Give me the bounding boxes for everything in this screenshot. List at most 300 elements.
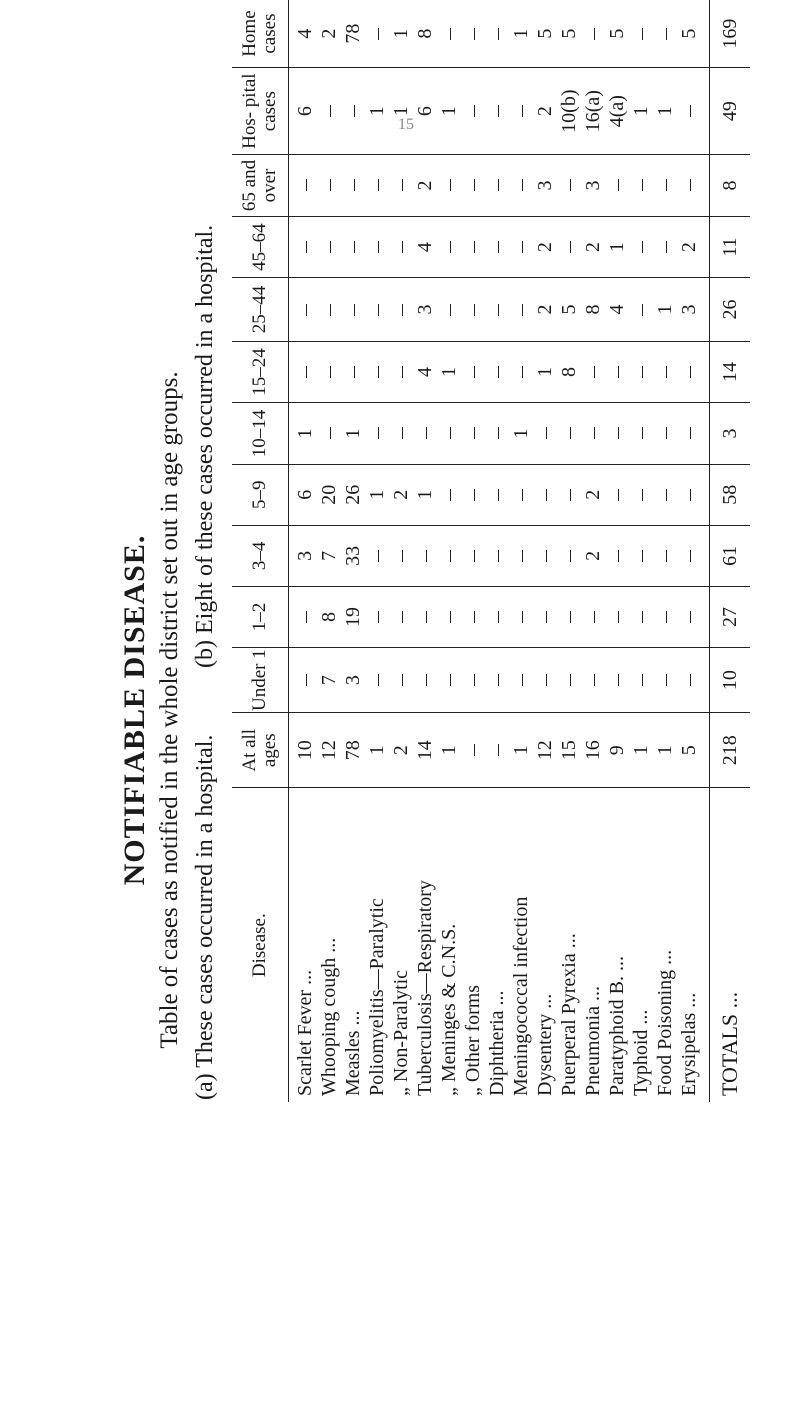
- case-count: 1: [653, 68, 677, 155]
- case-count: [605, 464, 629, 525]
- dash-mark: [354, 241, 356, 253]
- case-count: 78: [341, 0, 365, 68]
- disease-name: Food Poisoning ...: [654, 949, 676, 1096]
- dash-mark: [474, 674, 476, 686]
- dash-mark: [522, 241, 524, 253]
- dash-mark: [498, 304, 500, 316]
- case-count: 7: [317, 648, 341, 713]
- case-count: 1: [289, 403, 318, 464]
- case-count: [461, 216, 485, 277]
- case-count: 6: [413, 68, 437, 155]
- case-count: [437, 586, 461, 647]
- case-count: 12: [317, 713, 341, 788]
- case-count: [509, 155, 533, 217]
- case-count: [289, 586, 318, 647]
- dash-mark: [498, 489, 500, 501]
- case-count: [365, 216, 389, 277]
- dash-mark: [690, 674, 692, 686]
- disease-name: Erysipelas ...: [678, 992, 700, 1096]
- dash-mark: [498, 674, 500, 686]
- case-count: 2: [533, 278, 557, 341]
- case-count: [581, 586, 605, 647]
- case-count: [509, 341, 533, 402]
- dash-mark: [570, 180, 572, 192]
- dash-mark: [474, 28, 476, 40]
- table-row: [437, 0, 461, 1102]
- dash-mark: [474, 427, 476, 439]
- dash-mark: [306, 304, 308, 316]
- dash-mark: [522, 611, 524, 623]
- dash-mark: [402, 611, 404, 623]
- case-count: [365, 586, 389, 647]
- dash-mark: [618, 427, 620, 439]
- total-count: 11: [710, 216, 751, 277]
- case-count: [341, 278, 365, 341]
- dash-mark: [522, 105, 524, 117]
- case-count: 16(a): [581, 68, 605, 155]
- case-count: 2: [389, 464, 413, 525]
- dash-mark: [666, 611, 668, 623]
- case-count: 5: [605, 0, 629, 68]
- case-count: [485, 586, 509, 647]
- case-count: 26: [341, 464, 365, 525]
- dash-mark: [498, 105, 500, 117]
- dash-mark: [354, 366, 356, 378]
- case-count: [365, 341, 389, 402]
- case-count: [485, 648, 509, 713]
- case-count: [317, 341, 341, 402]
- case-count: 2: [413, 155, 437, 217]
- case-count: 12: [533, 713, 557, 788]
- case-count: [461, 278, 485, 341]
- case-count: [317, 278, 341, 341]
- table-row: [341, 0, 365, 1102]
- case-count: [677, 586, 710, 647]
- dash-mark: [522, 550, 524, 562]
- dash-mark: [642, 674, 644, 686]
- case-count: 3: [677, 278, 710, 341]
- case-count: [389, 278, 413, 341]
- dash-mark: [570, 611, 572, 623]
- dash-mark: [450, 550, 452, 562]
- totals-label: TOTALS ...: [710, 788, 751, 1102]
- case-count: 5: [557, 0, 581, 68]
- case-count: [605, 648, 629, 713]
- case-count: 1: [629, 68, 653, 155]
- case-count: [341, 68, 365, 155]
- case-count: 2: [533, 216, 557, 277]
- dash-mark: [618, 674, 620, 686]
- case-count: [289, 648, 318, 713]
- case-count: 3: [581, 155, 605, 217]
- disease-name: Meningococcal infection: [510, 896, 532, 1096]
- dash-mark: [546, 427, 548, 439]
- case-count: [653, 341, 677, 402]
- case-count: 1: [341, 403, 365, 464]
- dash-mark: [402, 180, 404, 192]
- dash-mark: [306, 241, 308, 253]
- case-count: [389, 525, 413, 586]
- column-header: At all ages: [232, 713, 289, 788]
- case-count: [629, 155, 653, 217]
- case-count: [389, 155, 413, 217]
- case-count: [533, 648, 557, 713]
- case-count: [629, 586, 653, 647]
- case-count: [653, 648, 677, 713]
- case-count: [485, 341, 509, 402]
- dash-mark: [378, 550, 380, 562]
- case-count: [509, 648, 533, 713]
- case-count: [677, 68, 710, 155]
- case-count: [461, 525, 485, 586]
- case-count: [437, 403, 461, 464]
- case-count: 1: [365, 68, 389, 155]
- dash-mark: [378, 28, 380, 40]
- dash-mark: [402, 674, 404, 686]
- column-header: 15–24: [232, 341, 289, 402]
- case-count: 1: [653, 278, 677, 341]
- case-count: [289, 216, 318, 277]
- case-count: [389, 648, 413, 713]
- disease-name: Dysentery ...: [534, 993, 556, 1096]
- case-count: 15: [557, 713, 581, 788]
- dash-mark: [522, 366, 524, 378]
- dash-mark: [306, 366, 308, 378]
- dash-mark: [402, 550, 404, 562]
- dash-mark: [594, 427, 596, 439]
- footnote-b: (b) Eight of these cases occurred in a hospital.: [192, 224, 218, 668]
- dash-mark: [666, 241, 668, 253]
- dash-mark: [378, 180, 380, 192]
- case-count: 1: [365, 464, 389, 525]
- table-caption: Table of cases as notified in the whole district set out in age groups.: [156, 371, 183, 1049]
- case-count: 6: [289, 464, 318, 525]
- dash-mark: [426, 550, 428, 562]
- dash-mark: [690, 611, 692, 623]
- case-count: [653, 586, 677, 647]
- dash-mark: [546, 550, 548, 562]
- case-count: [437, 155, 461, 217]
- dash-mark: [594, 674, 596, 686]
- case-count: 5: [677, 0, 710, 68]
- case-count: [437, 464, 461, 525]
- dash-mark: [354, 304, 356, 316]
- dash-mark: [498, 611, 500, 623]
- case-count: [509, 216, 533, 277]
- case-count: [413, 586, 437, 647]
- case-count: [485, 68, 509, 155]
- dash-mark: [330, 105, 332, 117]
- case-count: 5: [533, 0, 557, 68]
- dash-mark: [522, 180, 524, 192]
- case-count: 4: [413, 216, 437, 277]
- case-count: 8: [317, 586, 341, 647]
- dash-mark: [594, 611, 596, 623]
- case-count: [653, 403, 677, 464]
- dash-mark: [306, 611, 308, 623]
- case-count: [629, 464, 653, 525]
- disease-name: Diphtheria ...: [486, 990, 508, 1096]
- dash-mark: [474, 489, 476, 501]
- dash-mark: [522, 674, 524, 686]
- case-count: 1: [389, 0, 413, 68]
- case-count: 1: [629, 713, 653, 788]
- case-count: [461, 68, 485, 155]
- case-count: 2: [317, 0, 341, 68]
- case-count: [557, 464, 581, 525]
- dash-mark: [522, 489, 524, 501]
- case-count: 4(a): [605, 68, 629, 155]
- dash-mark: [666, 28, 668, 40]
- case-count: [629, 216, 653, 277]
- disease-name: „ Non-Paralytic: [390, 969, 412, 1096]
- case-count: [365, 525, 389, 586]
- table-row: [365, 0, 389, 1102]
- case-count: 7: [317, 525, 341, 586]
- dash-mark: [498, 744, 500, 756]
- case-count: [605, 403, 629, 464]
- dash-mark: [378, 241, 380, 253]
- case-count: [605, 341, 629, 402]
- dash-mark: [378, 674, 380, 686]
- case-count: [317, 155, 341, 217]
- dash-mark: [450, 674, 452, 686]
- dash-mark: [330, 304, 332, 316]
- case-count: [485, 0, 509, 68]
- case-count: [461, 464, 485, 525]
- dash-mark: [330, 427, 332, 439]
- total-count: 218: [710, 713, 751, 788]
- dash-mark: [594, 28, 596, 40]
- disease-name: Scarlet Fever ...: [294, 969, 316, 1096]
- case-count: 1: [413, 464, 437, 525]
- column-header: 3–4: [232, 525, 289, 586]
- total-count: 58: [710, 464, 751, 525]
- case-count: [605, 525, 629, 586]
- dash-mark: [690, 366, 692, 378]
- case-count: 2: [533, 68, 557, 155]
- dash-mark: [474, 744, 476, 756]
- case-count: 2: [581, 464, 605, 525]
- dash-mark: [498, 366, 500, 378]
- dash-mark: [666, 550, 668, 562]
- dash-mark: [474, 611, 476, 623]
- dash-mark: [498, 550, 500, 562]
- column-header: Under 1: [232, 648, 289, 713]
- table-row: [533, 0, 557, 1102]
- dash-mark: [666, 427, 668, 439]
- dash-mark: [642, 489, 644, 501]
- case-count: 5: [677, 713, 710, 788]
- page-heading: NOTIFIABLE DISEASE.: [118, 534, 151, 886]
- case-count: [677, 648, 710, 713]
- dash-mark: [450, 304, 452, 316]
- dash-mark: [618, 611, 620, 623]
- case-count: 3: [341, 648, 365, 713]
- case-count: [485, 155, 509, 217]
- page-number: 15: [398, 116, 414, 133]
- disease-name: Paratyphoid B. ...: [606, 956, 628, 1096]
- dash-mark: [402, 241, 404, 253]
- case-count: [485, 464, 509, 525]
- case-count: 20: [317, 464, 341, 525]
- dash-mark: [402, 304, 404, 316]
- table-row: [605, 0, 629, 1102]
- table-row: [317, 0, 341, 1102]
- dash-mark: [450, 427, 452, 439]
- case-count: [461, 713, 485, 788]
- case-count: 1: [437, 713, 461, 788]
- dash-mark: [546, 489, 548, 501]
- total-count: 26: [710, 278, 751, 341]
- dash-mark: [618, 180, 620, 192]
- case-count: 1: [533, 341, 557, 402]
- case-count: 78: [341, 713, 365, 788]
- column-header: 1–2: [232, 586, 289, 647]
- dash-mark: [666, 366, 668, 378]
- total-count: 169: [710, 0, 751, 68]
- case-count: [437, 278, 461, 341]
- dash-mark: [378, 611, 380, 623]
- dash-mark: [546, 611, 548, 623]
- column-header: 5–9: [232, 464, 289, 525]
- dash-mark: [594, 366, 596, 378]
- dash-mark: [306, 674, 308, 686]
- case-count: [653, 464, 677, 525]
- disease-name: Poliomyelitis—Paralytic: [366, 898, 388, 1096]
- case-count: [557, 403, 581, 464]
- case-count: [413, 525, 437, 586]
- case-count: [629, 403, 653, 464]
- case-count: [653, 0, 677, 68]
- case-count: [365, 648, 389, 713]
- dash-mark: [666, 180, 668, 192]
- dash-mark: [618, 489, 620, 501]
- dash-mark: [498, 28, 500, 40]
- case-count: [677, 341, 710, 402]
- dash-mark: [642, 180, 644, 192]
- case-count: [461, 0, 485, 68]
- case-count: [533, 464, 557, 525]
- dash-mark: [402, 427, 404, 439]
- dash-mark: [570, 550, 572, 562]
- case-count: [317, 403, 341, 464]
- disease-name: Puerperal Pyrexia ...: [558, 933, 580, 1096]
- case-count: [557, 648, 581, 713]
- disease-name: Pneumonia ...: [582, 986, 604, 1096]
- case-count: [509, 525, 533, 586]
- table-row: [485, 0, 509, 1102]
- disease-table: [232, 0, 750, 1102]
- dash-mark: [378, 304, 380, 316]
- dash-mark: [474, 105, 476, 117]
- case-count: [485, 403, 509, 464]
- dash-mark: [306, 180, 308, 192]
- case-count: 1: [437, 341, 461, 402]
- case-count: [389, 216, 413, 277]
- case-count: [413, 648, 437, 713]
- case-count: 1: [509, 403, 533, 464]
- dash-mark: [690, 550, 692, 562]
- case-count: [437, 0, 461, 68]
- case-count: [437, 648, 461, 713]
- case-count: 1: [653, 713, 677, 788]
- case-count: [389, 341, 413, 402]
- case-count: [437, 216, 461, 277]
- case-count: [485, 278, 509, 341]
- table-row: [509, 0, 533, 1102]
- case-count: [461, 341, 485, 402]
- dash-mark: [330, 180, 332, 192]
- case-count: 2: [581, 216, 605, 277]
- case-count: [557, 525, 581, 586]
- dash-mark: [402, 366, 404, 378]
- dash-mark: [666, 674, 668, 686]
- dash-mark: [690, 489, 692, 501]
- case-count: [629, 525, 653, 586]
- case-count: [341, 155, 365, 217]
- dash-mark: [354, 105, 356, 117]
- case-count: 1: [437, 68, 461, 155]
- dash-mark: [450, 180, 452, 192]
- case-count: [317, 216, 341, 277]
- dash-mark: [426, 674, 428, 686]
- dash-mark: [546, 674, 548, 686]
- case-count: [289, 278, 318, 341]
- total-count: 10: [710, 648, 751, 713]
- column-header: 25–44: [232, 278, 289, 341]
- case-count: [289, 341, 318, 402]
- case-count: [629, 278, 653, 341]
- dash-mark: [450, 489, 452, 501]
- footnote-a: (a) These cases occurred in a hospital.: [192, 734, 218, 1100]
- case-count: [653, 525, 677, 586]
- case-count: [317, 68, 341, 155]
- case-count: [677, 155, 710, 217]
- case-count: [389, 586, 413, 647]
- dash-mark: [474, 180, 476, 192]
- table-row: [581, 0, 605, 1102]
- dash-mark: [642, 304, 644, 316]
- dash-mark: [330, 241, 332, 253]
- table-header-row: [232, 0, 289, 1102]
- dash-mark: [690, 180, 692, 192]
- case-count: 2: [389, 713, 413, 788]
- table-row: [629, 0, 653, 1102]
- dash-mark: [426, 611, 428, 623]
- case-count: 2: [677, 216, 710, 277]
- case-count: [629, 341, 653, 402]
- case-count: [629, 0, 653, 68]
- dash-mark: [450, 28, 452, 40]
- case-count: 1: [605, 216, 629, 277]
- case-count: [581, 341, 605, 402]
- case-count: [365, 278, 389, 341]
- case-count: [365, 403, 389, 464]
- case-count: [341, 341, 365, 402]
- case-count: 8: [413, 0, 437, 68]
- case-count: 19: [341, 586, 365, 647]
- dash-mark: [570, 489, 572, 501]
- case-count: [289, 155, 318, 217]
- case-count: 1: [365, 713, 389, 788]
- case-count: [533, 586, 557, 647]
- case-count: [485, 525, 509, 586]
- case-count: [581, 0, 605, 68]
- table-row: [677, 0, 710, 1102]
- dash-mark: [522, 304, 524, 316]
- disease-name: „ Other forms: [462, 984, 484, 1096]
